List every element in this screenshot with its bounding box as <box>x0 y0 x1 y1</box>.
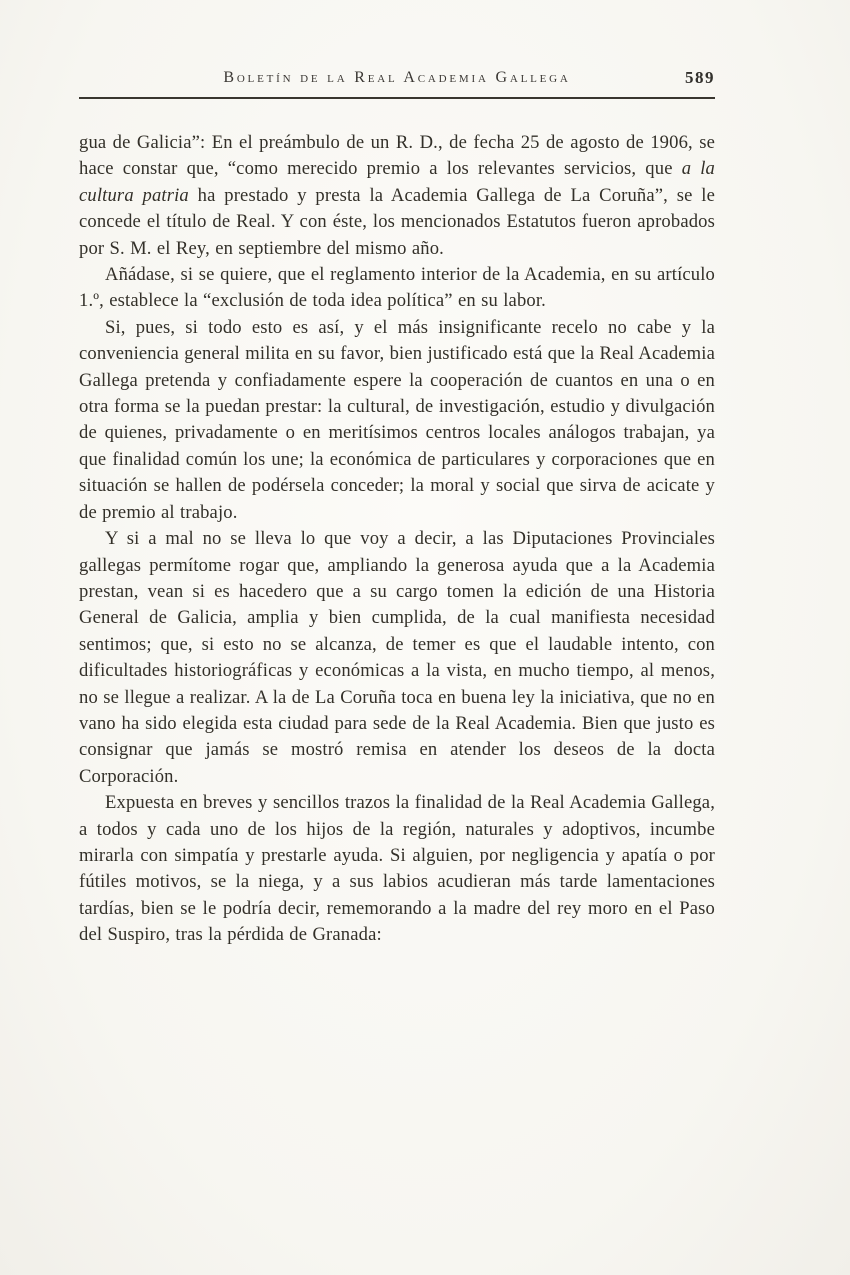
paragraph: Expuesta en breves y sencillos trazos la finalidad de la Real Academia Gallega, a todos y cada uno de los hijos de la región, naturales y adoptivos, incumbe mirarla con simpatía y prestarle ayuda. Si alguien, por negligencia y apatía o por fútiles motivos, se la niega, y a sus labios acudieran más tarde lamentaciones tardías, bien se le podría decir, rememorando a la madre del rey moro en el Paso del Suspiro, tras la pérdida de Granada: <box>79 792 715 946</box>
text-column <box>79 66 715 949</box>
paragraph: Añádase, si se quiere, que el reglamento interior de la Academia, en su artículo 1.º, establece la “exclusión de toda idea política” en su labor. <box>79 264 715 312</box>
journal-title: Boletín de la Real Academia Gallega <box>223 69 571 86</box>
italic-phrase: a la cultura patria <box>79 158 716 206</box>
paragraph-text: gua de Galicia”: En el preámbulo de un R. D., de fecha 25 de agosto de 1906, se hace constar que, “como merecido premio a los relevantes servicios, que <box>79 132 715 180</box>
paragraph <box>79 130 715 262</box>
paragraph-text: ha prestado y presta la Academia Gallega de La Coruña”, se le concede el título de Real. Y con éste, los mencionados Estatutos fueron aprobados por S. M. el Rey, en septiembre del mismo año. <box>79 184 716 259</box>
paragraph: Si, pues, si todo esto es así, y el más insignificante recelo no cabe y la conveniencia general milita en su favor, bien justificado está que la Real Academia Gallega pretenda y confiadamente espere la cooperación de cuantos en una o en otra forma se la puedan prestar: la cultural, de investigación, estudio y divulgación de quienes, privadamente o en meritísimos centros locales análogos trabajan, ya que finalidad común los une; la económica de particulares y corporaciones que en situación se hallen de podérsela conceder; la moral y social que sirva de acicate y de premio al trabajo. <box>79 316 715 523</box>
page-number: 589 <box>685 68 715 87</box>
header-divider <box>79 97 715 99</box>
paragraph: Y si a mal no se lleva lo que voy a decir, a las Diputaciones Provinciales gallegas permítome rogar que, ampliando la generosa ayuda que a la Academia prestan, vean si es hacedero que a su cargo tomen la edición de una Historia General de Galicia, amplia y bien cumplida, de la cual manifiesta necesidad sentimos; que, si esto no se alcanza, de temer es que el laudable intento, con dificultades historiográficas y económicas a la vista, en mucho tiempo, al menos, no se llegue a realizar. A la de La Coruña toca en buena ley la iniciativa, que no en vano ha sido elegida esta ciudad para sede de la Real Academia. Bien que justo es consignar que jamás se mostró remisa en atender los deseos de la docta Corporación. <box>79 528 715 787</box>
page-header <box>79 66 715 90</box>
page-body <box>79 130 715 949</box>
